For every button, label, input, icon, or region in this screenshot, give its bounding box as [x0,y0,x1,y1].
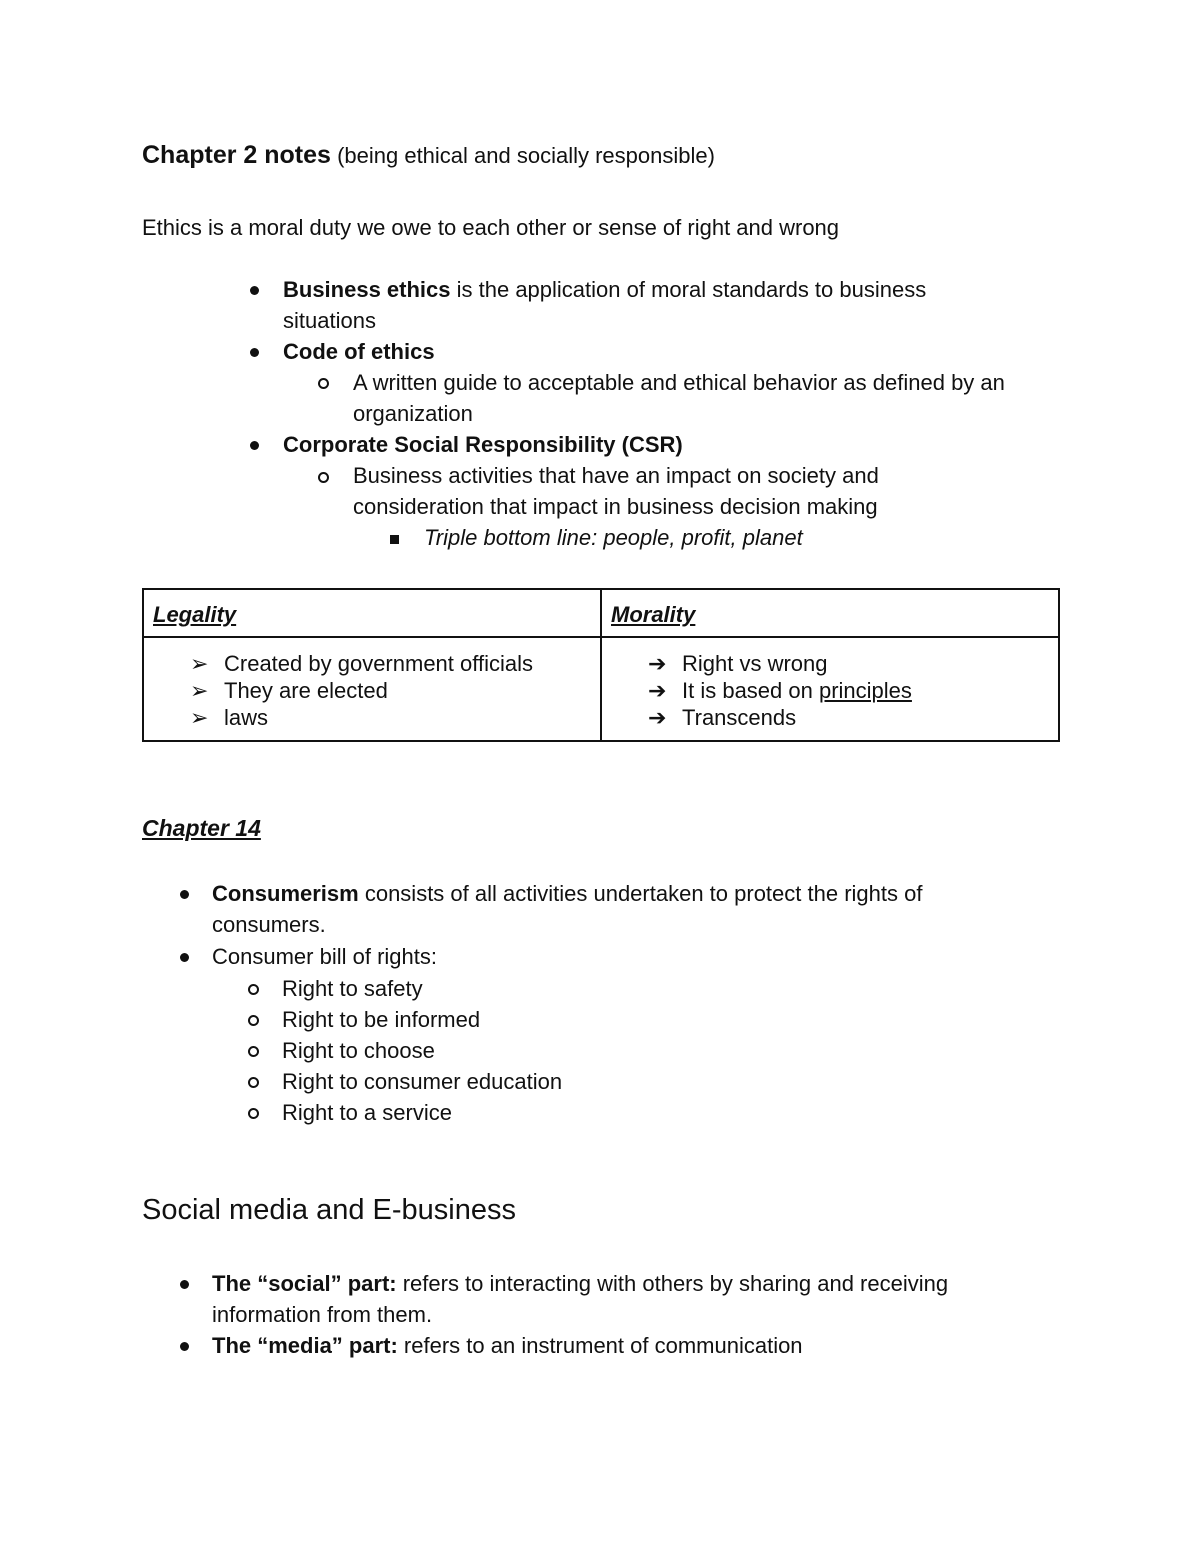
csr-definition-cont: consideration that impact in business decision making [353,494,878,519]
bullet-circle [248,984,259,995]
arrow-right-icon: ➔ [648,651,667,676]
bullet-dot [180,1280,189,1289]
morality-item: ➔ Transcends [648,705,797,730]
bullet-square [390,535,399,544]
consumerism-text-cont: consumers. [212,912,326,937]
bullet-circle [248,1108,259,1119]
chapter-2-heading [142,140,715,171]
bullet-dot [250,286,259,295]
social-part-term: The “social” part: [212,1271,397,1296]
right-item: Right to safety [282,976,423,1001]
bullet-circle [248,1077,259,1088]
bullet-dot [250,441,259,450]
legality-morality-table [142,588,1060,742]
arrowhead-icon: ➢ [190,678,209,703]
business-ethics-text: is the application of moral standards to business [450,277,927,302]
arrowhead-icon: ➢ [190,705,209,730]
bullet-circle [248,1015,259,1026]
csr-item [283,429,683,460]
bullet-dot [180,953,189,962]
principles-link[interactable]: principles [818,678,912,703]
consumerism-text: consists of all activities undertaken to protect the rights of [358,881,923,906]
social-part-text-cont: information from them. [212,1302,433,1327]
legality-cell [143,637,601,741]
csr-term: Corporate Social Responsibility (CSR) [283,432,683,457]
consumerism-item [212,878,922,909]
business-ethics-text-cont: situations [283,308,376,333]
code-of-ethics-definition: A written guide to acceptable and ethical behavior as defined by an [353,370,1005,395]
social-part-item [212,1268,948,1299]
bullet-dot [180,890,189,899]
chapter-2-subtitle: (being ethical and socially responsible) [337,143,715,168]
social-media-heading: Social media and E-business [142,1194,516,1226]
bullet-circle [248,1046,259,1057]
code-of-ethics-term: Code of ethics [283,339,435,364]
social-part-text: refers to interacting with others by sharing and receiving [396,1271,949,1296]
right-item: Right to be informed [282,1007,481,1032]
morality-item: ➔ Right vs wrong [648,651,828,676]
bullet-circle [318,472,329,483]
arrow-right-icon: ➔ [648,705,667,730]
triple-bottom-line: Triple bottom line: people, profit, planet [424,525,803,550]
consumerism-term: Consumerism [212,881,359,906]
morality-cell [601,637,1059,741]
bullet-dot [250,348,259,357]
chapter-14-heading: Chapter 14 [142,815,261,841]
right-item: Right to choose [282,1038,435,1063]
bullet-dot [180,1342,189,1351]
business-ethics-term: Business ethics [283,277,451,302]
ethics-definition: Ethics is a moral duty we owe to each other or sense of right and wrong [142,215,840,240]
morality-item: ➔ It is based on principles [648,678,912,703]
morality-header-cell [601,589,1059,637]
right-item: Right to consumer education [282,1069,563,1094]
legality-header-cell [143,589,601,637]
media-part-item [212,1330,803,1361]
arrow-right-icon: ➔ [648,678,667,703]
consumer-bill-label: Consumer bill of rights: [212,944,437,969]
arrowhead-icon: ➢ [190,651,209,676]
right-item: Right to a service [282,1100,452,1125]
code-of-ethics-item [283,336,435,367]
legality-header: Legality [153,602,237,627]
legality-item: ➢ Created by government officials [190,651,533,676]
chapter-2-title: Chapter 2 notes [142,141,331,169]
morality-header: Morality [611,602,696,627]
bullet-circle [318,378,329,389]
csr-definition: Business activities that have an impact on society and [353,463,879,488]
legality-item: ➢ laws [190,705,269,730]
code-of-ethics-definition-cont: organization [353,401,473,426]
media-part-text: refers to an instrument of communication [397,1333,803,1358]
legality-item: ➢ They are elected [190,678,388,703]
business-ethics-item [283,274,926,305]
media-part-term: The “media” part: [212,1333,398,1358]
